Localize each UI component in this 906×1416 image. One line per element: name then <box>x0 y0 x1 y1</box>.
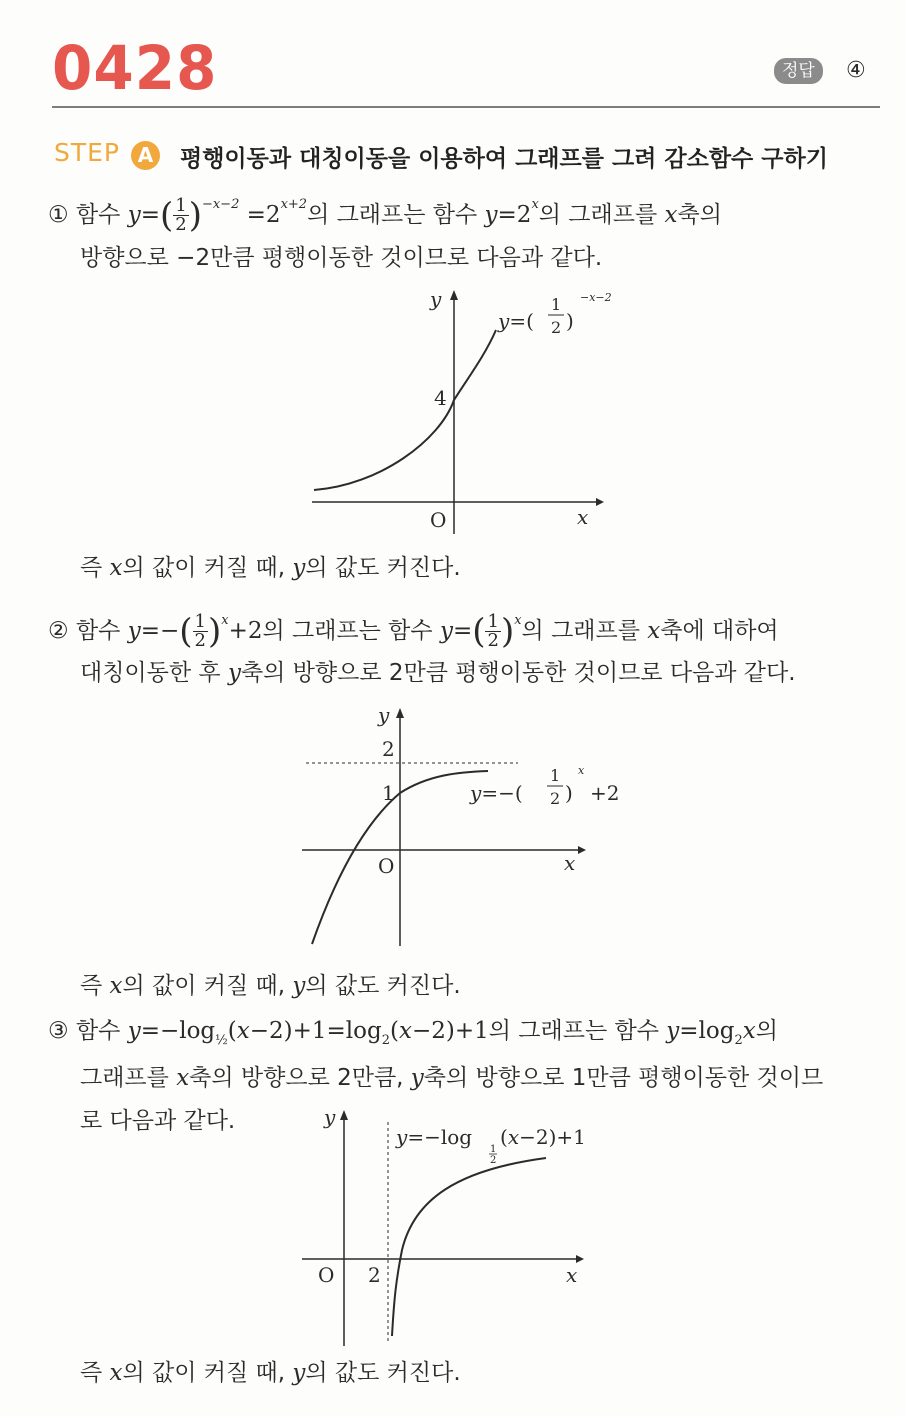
y-axis-label: y <box>430 287 442 311</box>
origin-label: O <box>318 1263 335 1287</box>
item2-statement: ② 함수 y=−( $\frac{1}{2}$ )$^x$+2의 그래프는 함수 y=( $\frac{1}{2}$ )$^x$의 그래프를 x축에 대하여 <box>48 611 779 652</box>
svg-text:(x−2)+1: (x−2)+1 <box>500 1125 586 1149</box>
header-divider <box>52 106 880 108</box>
svg-text:x: x <box>578 764 585 777</box>
y-intercept-label: 4 <box>434 386 447 410</box>
item2-line2: 대칭이동한 후 y축의 방향으로 2만큼 평행이동한 것이므로 다음과 같다. <box>80 660 796 686</box>
problem-number: 0428 <box>52 32 218 104</box>
x-axis-arrow <box>578 846 586 854</box>
item3-statement: ③ 함수 $y=-\log_{\frac{1}{2}}(x-2)+1=\log_2(x-2)+1$의 그래프는 함수 $y=\log_2x$의 <box>48 1018 778 1048</box>
x-axis-label: x <box>564 851 576 875</box>
curve-3 <box>392 1158 546 1336</box>
curve-2-equation: y=−( <box>470 781 523 805</box>
graph-1 <box>300 280 640 540</box>
graph-2 <box>298 700 648 950</box>
asymptote-value-label: 2 <box>382 737 395 761</box>
svg-text:1: 1 <box>490 1144 497 1155</box>
y-axis-label: y <box>324 1105 336 1129</box>
curve-1-equation: y=( <box>498 309 534 333</box>
item1-conclusion: 즉 x의 값이 커질 때, y의 값도 커진다. <box>80 555 461 581</box>
curve-1 <box>314 330 496 490</box>
answer-value: ④ <box>846 58 866 83</box>
step-badge: A <box>131 141 160 170</box>
svg-text:+2: +2 <box>590 781 620 805</box>
step-title: 평행이동과 대칭이동을 이용하여 그래프를 그려 감소함수 구하기 <box>180 146 828 172</box>
curve-3-equation: y=−log <box>396 1125 473 1149</box>
x-axis-label: x <box>566 1263 578 1287</box>
y-axis-label: y <box>378 703 390 727</box>
eq1-den: 2 <box>551 318 562 337</box>
y-axis-arrow <box>450 290 458 300</box>
asymptote-value-label: 2 <box>368 1263 381 1287</box>
step-label: STEP <box>54 138 121 167</box>
item1-marker: ① <box>48 202 69 228</box>
item2-conclusion: 즉 x의 값이 커질 때, y의 값도 커진다. <box>80 973 461 999</box>
item1-statement: ① 함수 y=( $\frac{1}{2}$ )$^{-x-2} =2^{x+2}$의 그래프는 함수 $y=2^x$의 그래프를 x축의 <box>48 195 722 236</box>
item3-line2: 그래프를 x축의 방향으로 2만큼, y축의 방향으로 1만큼 평행이동한 것이므 <box>80 1065 824 1091</box>
y-axis-arrow <box>340 1110 348 1120</box>
eq1-exp: −x−2 <box>580 291 612 304</box>
x-axis-label: x <box>577 505 589 529</box>
svg-text:1: 1 <box>550 766 561 785</box>
y-axis-arrow <box>396 708 404 718</box>
x-axis-arrow <box>576 1255 584 1263</box>
svg-text:): ) <box>565 781 573 805</box>
eq1-paren: ) <box>566 309 574 333</box>
x-axis-arrow <box>596 498 604 506</box>
y-intercept-label: 1 <box>382 781 395 805</box>
eq1-num: 1 <box>551 295 562 314</box>
item3-marker: ③ <box>48 1018 69 1044</box>
item2-marker: ② <box>48 618 69 644</box>
svg-text:2: 2 <box>550 789 561 808</box>
svg-text:2: 2 <box>490 1155 497 1166</box>
origin-label: O <box>430 508 447 532</box>
item3-conclusion: 즉 x의 값이 커질 때, y의 값도 커진다. <box>80 1360 461 1386</box>
graph-3 <box>296 1100 646 1350</box>
item1-line2: 방향으로 −2만큼 평행이동한 것이므로 다음과 같다. <box>80 245 603 271</box>
item3-line3: 로 다음과 같다. <box>80 1108 236 1134</box>
answer-badge: 정답 <box>774 58 823 84</box>
origin-label: O <box>378 854 395 878</box>
